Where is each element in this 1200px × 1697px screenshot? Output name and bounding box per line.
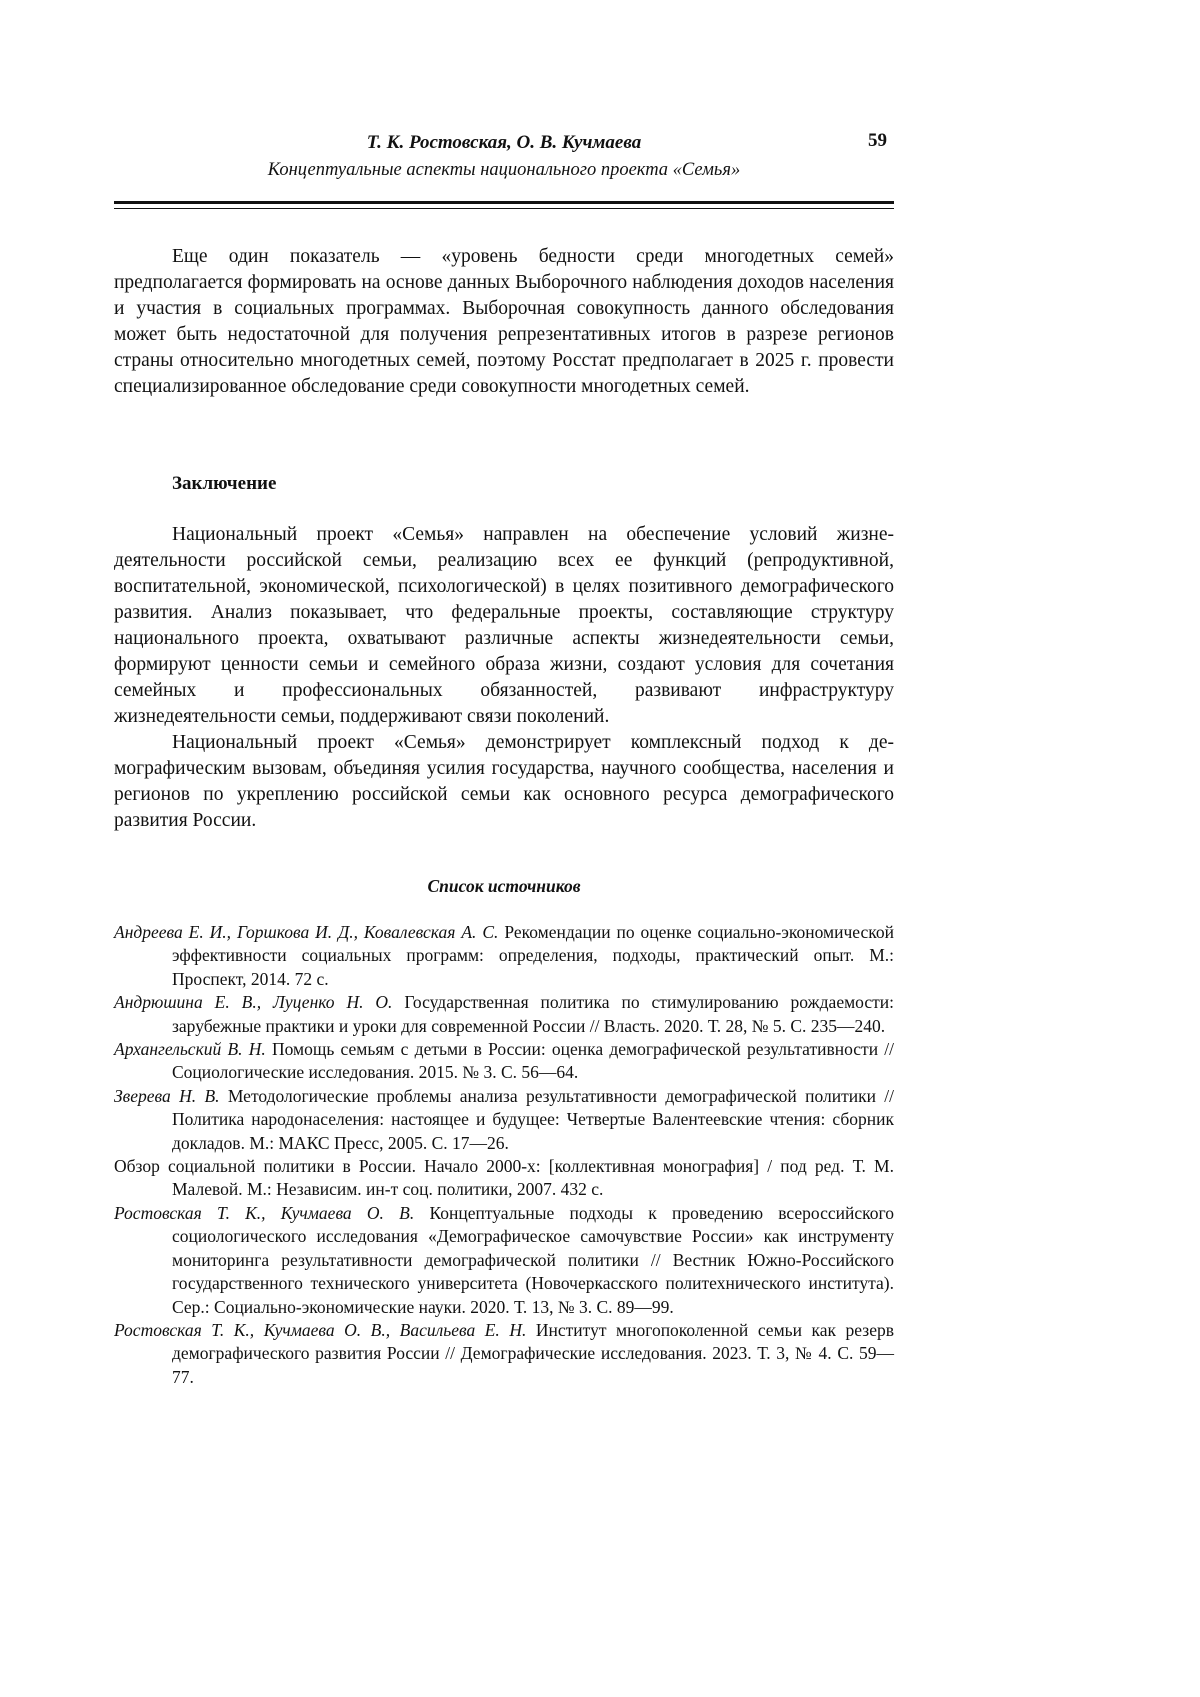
body-text-conclusion [114,522,894,834]
paragraph: Национальный проект «Семья» направлен на обеспечение условий жизнедеятельности российской семьи, реализацию всех ее функций (репродуктивной, воспитательной, экономической, психологической) в целях позитивного демографического развития. Анализ показывает, что федеральные проекты, составляющие структуру национального проекта, охватывают различные аспекты жизнедеятельности семьи, формируют ценности семьи и семейного образа жизни, создают условия для сочетания семейных и профессиональных обязанностей, развивают инфраструктуру жизнедеятельности семьи, поддерживают связи поколений. [114,524,894,727]
reference-text: Государственная политика по стимулированию рождаемости: зарубежные практики и уроки для современной России // Власть. 2020. Т. 28, № 5. С. 235—240. [172,992,894,1036]
reference-item [114,1319,894,1389]
reference-text: Помощь семьям с детьми в России: оценка демографической результативности // Социологические исследования. 2015. № 3. С. 56—64. [172,1039,895,1083]
reference-item [114,1155,894,1202]
reference-authors: Зверева Н. В. [114,1085,220,1106]
reference-item [114,921,894,991]
reference-text: Институт многопоколенной семьи как резерв демографического развития России // Демографические исследования. 2023. Т. 3, № 4. С. 59—77. [172,1319,894,1387]
header-authors: Т. К. Ростовская, О. В. Кучмаева [366,132,642,153]
reference-authors: Архангельский В. Н. [114,1039,266,1060]
reference-authors: Андрюшина Е. В., Луценко Н. О. [114,992,393,1013]
reference-text: Методологические проблемы анализа результативности демографической политики // Политика народонаселения: настоящее и будущее: Четвертые Валентеевские чтения: сборник докладов. М.: МАКС Пресс, 2005. С. 17—26. [172,1085,894,1153]
paragraph: Еще один показатель — «уровень бедности среди многодетных семей» предполагается формировать на основе данных Выборочного наблюдения доходов населения и участия в социальных программах. Выборочная совокупность данного обследования может быть недостаточной для получения репрезентативных итогов в разрезе регионов страны относительно многодетных семей, поэтому Росстат предполагает в 2025 г. провести специализированное обследование среди совокупности многодетных семей. [114,246,894,397]
reference-text: Концептуальные подходы к проведению всероссийского социологического исследования «Демографическое самочувствие России» как инструменту мониторинга результативности демографической политики // Вестник Южно-Российского государственного технического университета (Новочеркасского политехнического института). Сер.: Социально-экономические науки. 2020. Т. 13, № 3. С. 89—99. [172,1202,894,1317]
header-divider-thin [114,208,894,209]
page-number: 59 [868,130,887,151]
reference-item [114,1202,894,1319]
reference-authors: Ростовская Т. К., Кучмаева О. В. [114,1202,415,1223]
reference-authors: Ростовская Т. К., Кучмаева О. В., Васильева Е. Н. [114,1319,527,1340]
reference-authors: Андреева Е. И., Горшкова И. Д., Ковалевская А. С. [114,922,499,942]
reference-item [114,1038,894,1085]
paragraph: Национальный проект «Семья» демонстрирует комплексный подход к демографическим вызовам, объединяя усилия государства, научного сообщества, населения и регионов по укреплению российской семьи как основного ресурса демографического развития России. [114,732,894,831]
reference-text: Рекомендации по оценке социально-экономической эффективности социальных программ: определения, подходы, практический опыт. М.: Проспект, 2014. 72 с. [172,922,894,989]
header-divider-thick [114,201,894,204]
reference-text: Обзор социальной политики в России. Начало 2000-х: [коллективная монография] / под ред. Т. М. Малевой. М.: Независим. ин-т соц. политики, 2007. 432 с. [114,1156,894,1200]
body-text-intro [114,244,894,400]
references-heading: Список источников [427,876,581,896]
section-heading-conclusion: Заключение [172,473,277,494]
running-header [114,130,894,184]
references-list [114,921,894,1389]
reference-item [114,991,894,1038]
reference-item [114,1085,894,1155]
header-subtitle: Концептуальные аспекты национального проекта «Семья» [267,160,741,180]
